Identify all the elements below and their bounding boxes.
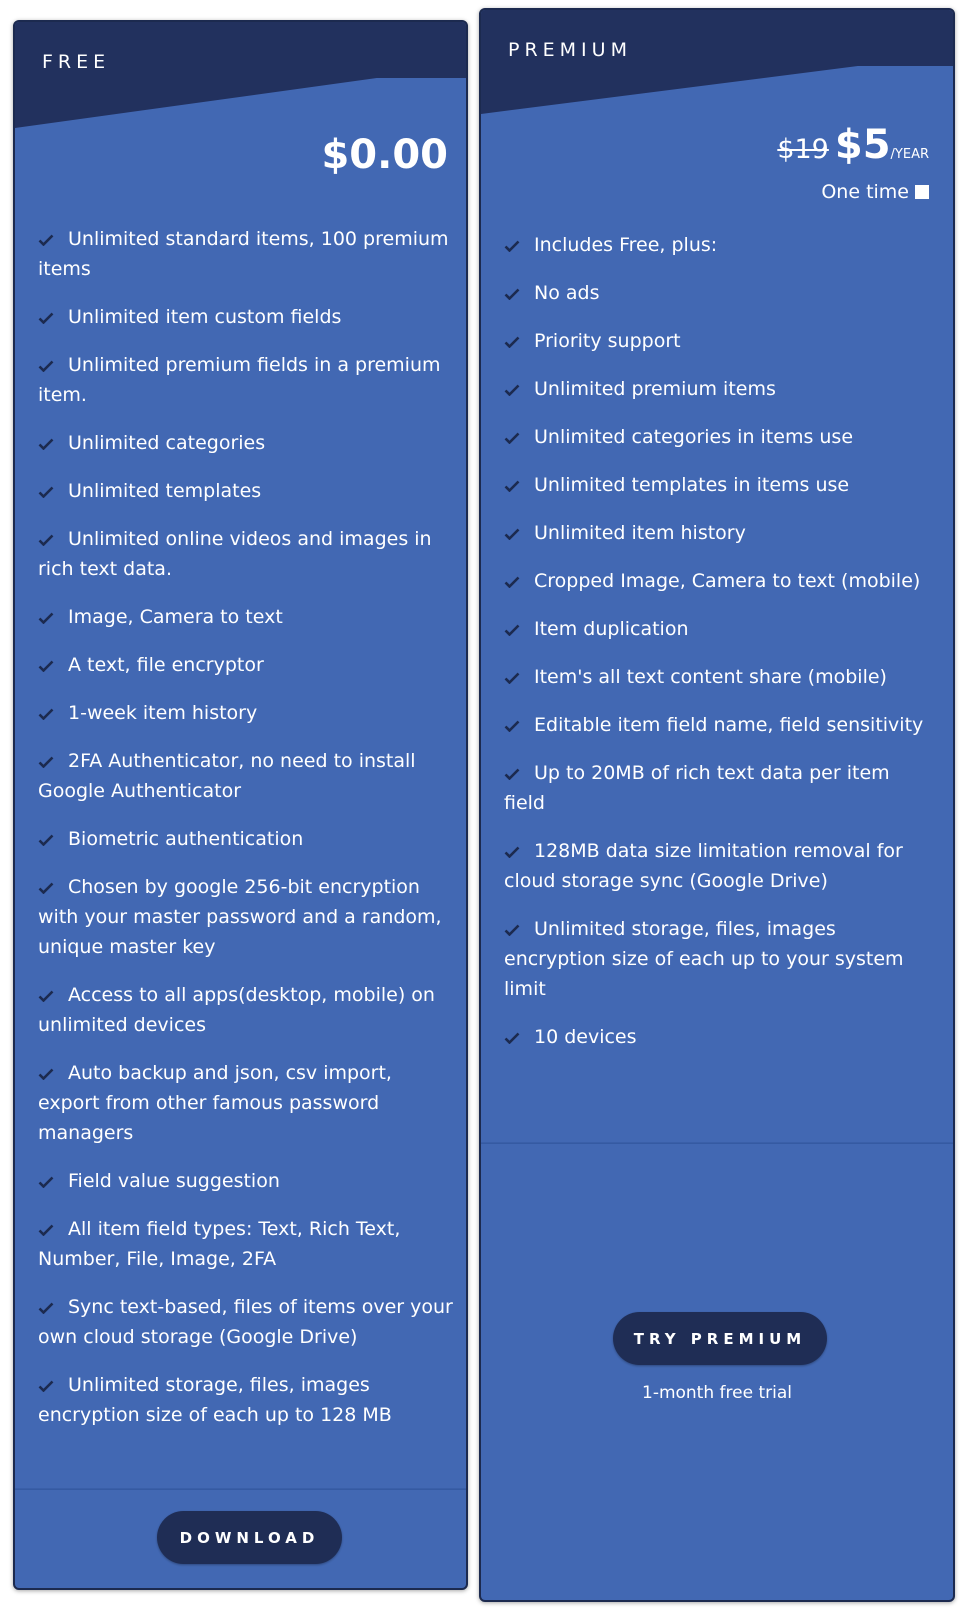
feature-item bbox=[504, 374, 929, 404]
feature-text: Unlimited premium fields in a premium item. bbox=[38, 354, 441, 406]
check-icon bbox=[504, 432, 520, 444]
check-icon bbox=[38, 486, 54, 498]
feature-item bbox=[38, 980, 456, 1040]
feature-text: All item field types: Text, Rich Text, Number, File, Image, 2FA bbox=[38, 1218, 401, 1270]
download-button[interactable]: DOWNLOAD bbox=[157, 1511, 342, 1564]
feature-text: Image, Camera to text bbox=[68, 606, 283, 628]
feature-item bbox=[38, 1166, 456, 1196]
feature-text: Up to 20MB of rich text data per item field bbox=[504, 762, 890, 814]
check-icon bbox=[504, 480, 520, 492]
check-icon bbox=[504, 384, 520, 396]
try-premium-button[interactable]: TRY PREMIUM bbox=[613, 1312, 827, 1365]
feature-text: Auto backup and json, csv import, export from other famous password managers bbox=[38, 1062, 392, 1144]
feature-text: Unlimited item custom fields bbox=[68, 306, 342, 328]
check-icon bbox=[38, 660, 54, 672]
premium-price-unit: /YEAR bbox=[890, 147, 929, 162]
check-icon bbox=[504, 576, 520, 588]
feature-text: Field value suggestion bbox=[68, 1170, 280, 1192]
premium-price: $5 bbox=[834, 122, 891, 168]
feature-item bbox=[504, 1022, 929, 1052]
feature-item bbox=[504, 518, 929, 548]
check-icon bbox=[38, 1302, 54, 1314]
feature-text: Unlimited storage, files, images encryption size of each up to your system limit bbox=[504, 918, 904, 1000]
check-icon bbox=[38, 234, 54, 246]
free-feature-list bbox=[38, 224, 456, 1448]
premium-price-block bbox=[777, 122, 929, 168]
feature-text: Chosen by google 256-bit encryption with your master password and a random, unique master key bbox=[38, 876, 442, 958]
check-icon bbox=[38, 834, 54, 846]
feature-item bbox=[38, 602, 456, 632]
check-icon bbox=[38, 360, 54, 372]
check-icon bbox=[38, 1380, 54, 1392]
feature-item bbox=[504, 836, 929, 896]
feature-text: Priority support bbox=[534, 330, 681, 352]
feature-item bbox=[38, 1370, 456, 1430]
check-icon bbox=[504, 528, 520, 540]
feature-text: 128MB data size limitation removal for cloud storage sync (Google Drive) bbox=[504, 840, 903, 892]
feature-text: Access to all apps(desktop, mobile) on unlimited devices bbox=[38, 984, 435, 1036]
check-icon bbox=[504, 720, 520, 732]
feature-item bbox=[38, 746, 456, 806]
feature-text: Unlimited templates bbox=[68, 480, 262, 502]
feature-text: Item duplication bbox=[534, 618, 689, 640]
trial-note: 1-month free trial bbox=[642, 1383, 792, 1403]
feature-item bbox=[38, 524, 456, 584]
feature-text: Sync text-based, files of items over your own cloud storage (Google Drive) bbox=[38, 1296, 453, 1348]
check-icon bbox=[504, 336, 520, 348]
check-icon bbox=[38, 708, 54, 720]
feature-text: No ads bbox=[534, 282, 600, 304]
feature-item bbox=[504, 914, 929, 1004]
check-icon bbox=[504, 924, 520, 936]
feature-item bbox=[504, 326, 929, 356]
premium-old-price: $19 bbox=[777, 134, 829, 165]
feature-text: Cropped Image, Camera to text (mobile) bbox=[534, 570, 921, 592]
feature-text: 10 devices bbox=[534, 1026, 637, 1048]
feature-item bbox=[504, 566, 929, 596]
premium-divider bbox=[481, 1142, 953, 1144]
check-icon bbox=[38, 882, 54, 894]
feature-item bbox=[504, 758, 929, 818]
feature-item bbox=[38, 698, 456, 728]
premium-header-shape bbox=[481, 10, 953, 120]
feature-item bbox=[38, 350, 456, 410]
feature-item bbox=[38, 650, 456, 680]
check-icon bbox=[504, 672, 520, 684]
check-icon bbox=[38, 1068, 54, 1080]
free-divider bbox=[15, 1488, 466, 1490]
check-icon bbox=[504, 624, 520, 636]
checkbox-icon[interactable] bbox=[915, 185, 929, 199]
feature-text: A text, file encryptor bbox=[68, 654, 264, 676]
check-icon bbox=[504, 846, 520, 858]
feature-item bbox=[38, 824, 456, 854]
free-price: $0.00 bbox=[321, 132, 448, 178]
feature-text: Editable item field name, field sensitivity bbox=[534, 714, 924, 736]
feature-item bbox=[504, 662, 929, 692]
feature-text: Unlimited item history bbox=[534, 522, 746, 544]
feature-text: Unlimited premium items bbox=[534, 378, 776, 400]
check-icon bbox=[38, 990, 54, 1002]
feature-text: Unlimited categories in items use bbox=[534, 426, 854, 448]
feature-item bbox=[38, 224, 456, 284]
one-time-option[interactable] bbox=[821, 181, 929, 203]
feature-text: Unlimited templates in items use bbox=[534, 474, 850, 496]
feature-item bbox=[38, 302, 456, 332]
feature-item bbox=[38, 1058, 456, 1148]
check-icon bbox=[38, 1224, 54, 1236]
feature-text: Includes Free, plus: bbox=[534, 234, 718, 256]
feature-item bbox=[38, 872, 456, 962]
feature-item bbox=[38, 1214, 456, 1274]
one-time-label: One time bbox=[821, 181, 909, 203]
feature-item bbox=[504, 422, 929, 452]
free-header-shape bbox=[15, 22, 466, 132]
feature-item bbox=[38, 428, 456, 458]
feature-item bbox=[504, 614, 929, 644]
premium-plan-card bbox=[479, 8, 955, 1602]
check-icon bbox=[504, 1032, 520, 1044]
check-icon bbox=[504, 240, 520, 252]
check-icon bbox=[504, 768, 520, 780]
check-icon bbox=[38, 534, 54, 546]
feature-text: Biometric authentication bbox=[68, 828, 304, 850]
feature-item bbox=[504, 710, 929, 740]
feature-item bbox=[504, 230, 929, 260]
free-plan-card bbox=[13, 20, 468, 1590]
premium-plan-name: PREMIUM bbox=[508, 39, 632, 61]
free-plan-name: FREE bbox=[42, 51, 111, 73]
feature-text: Unlimited standard items, 100 premium items bbox=[38, 228, 449, 280]
feature-item bbox=[38, 476, 456, 506]
feature-item bbox=[38, 1292, 456, 1352]
check-icon bbox=[38, 1176, 54, 1188]
check-icon bbox=[504, 288, 520, 300]
check-icon bbox=[38, 756, 54, 768]
check-icon bbox=[38, 312, 54, 324]
feature-text: Unlimited online videos and images in rich text data. bbox=[38, 528, 432, 580]
feature-text: Unlimited categories bbox=[68, 432, 266, 454]
premium-feature-list bbox=[504, 230, 929, 1070]
check-icon bbox=[38, 612, 54, 624]
feature-text: 1-week item history bbox=[68, 702, 258, 724]
feature-text: Item's all text content share (mobile) bbox=[534, 666, 887, 688]
feature-text: Unlimited storage, files, images encryption size of each up to 128 MB bbox=[38, 1374, 392, 1426]
feature-item bbox=[504, 278, 929, 308]
feature-text: 2FA Authenticator, no need to install Google Authenticator bbox=[38, 750, 416, 802]
check-icon bbox=[38, 438, 54, 450]
feature-item bbox=[504, 470, 929, 500]
